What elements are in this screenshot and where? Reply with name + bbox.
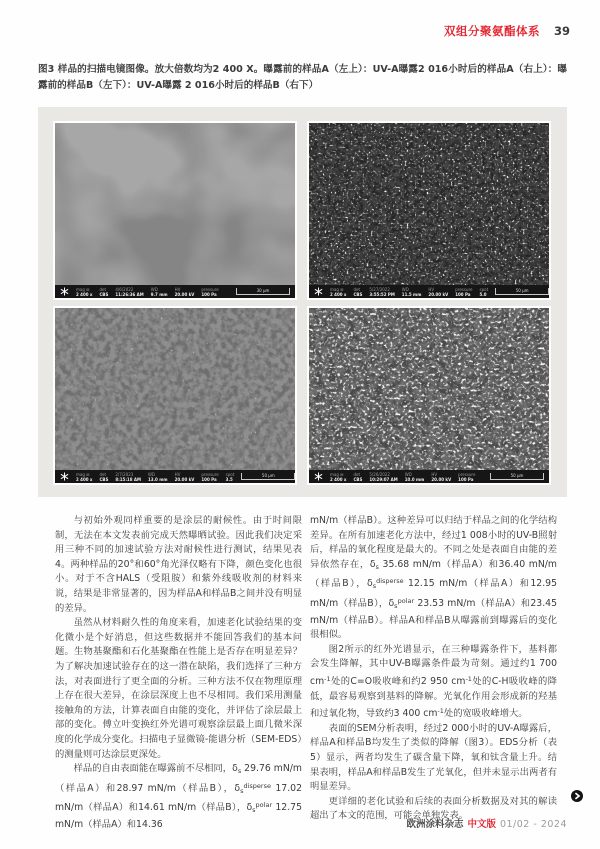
sem-image-bottom-left: [55, 308, 295, 483]
sem-micrograph: [309, 123, 549, 285]
section-title: 双组分聚氨酯体系: [443, 24, 540, 38]
edition-label: 中文版: [467, 819, 496, 830]
sem-info-bar: [309, 470, 549, 483]
paragraph: 图2所示的红外光谱显示，在三种曝露条件下，基料都会发生降解，其中UV-B曝露条件最为苛刻。通过约1 700 $cm^{-1}$处的C=O吸收峰和约2 950 $cm^{-1}$处的C-H吸收峰的降低，最容易观察到基料的降解。光氧化作用会形成新的羟基和过氧化物，导致约3 400 $cm^{-1}$处的宽吸收峰增大。: [310, 643, 558, 720]
paragraph: 表面的SEM分析表明，经过2 000小时的UV-A曝露后，样品A和样品B均发生了类似的降解（图3）。EDS分析（表5）显示，两者均发生了碳含量下降，氧和钛含量上升。结果表明，样品A和样品B发生了光氧化，但并未显示出两者有明显差异。: [310, 722, 557, 793]
sem-meta-field: pressure 100 Pa: [201, 286, 219, 297]
sem-meta-field: mag ⊞ 2 400 x: [76, 286, 93, 297]
sem-meta-field: spot 3.5: [225, 471, 235, 482]
sem-meta-field: pressure 100 Pa: [201, 471, 219, 482]
article-left-column: [55, 514, 302, 832]
scale-bar: 50 μm: [241, 473, 295, 480]
sem-meta-field: spot 5.0: [479, 286, 489, 297]
figure-caption: 图3 样品的扫描电镜图像。放大倍数均为2 400 X。曝露前的样品A（左上）：UV-A曝露2 016小时后的样品A（右上）：曝露前的样品B（左下）：UV-A曝露 2 016小时后的样品B（右下）: [38, 64, 567, 91]
end-of-article-icon: [571, 787, 583, 799]
sem-micrograph: [55, 308, 295, 470]
article-right-column: [310, 514, 557, 824]
sem-micrograph: [309, 308, 549, 470]
sem-image-grid: [55, 123, 549, 483]
paragraph: 与初始外观同样重要的是涂层的耐候性。由于时间限制，无法在本文发表前完成天然曝晒试验。因此我们决定采用三种不同的加速试验方法对耐候性进行测试，结果见表4。两种样品的20°和60°角光泽仅略有下降，颜色变化也很小。对于不含HALS（受阻胺）和紫外线吸收剂的材料来说，结果是非常显著的，因为样品A和样品B之间并没有明显的差异。: [55, 515, 302, 614]
figure-panel: [38, 107, 567, 497]
sem-meta-field: HV 20.00 kV: [431, 471, 452, 482]
sem-meta-field: det CBS: [353, 471, 363, 482]
sem-meta-field: 4/6/2022 11:26:36 AM: [115, 286, 144, 297]
scale-bar: 50 μm: [490, 473, 544, 480]
paragraph: mN/m（样品B）。这种差异可以归结于样品之间的化学结构差异。在所有加速老化方法中，经过1 008小时的UV-B照射后，样品的氧化程度是最大的。不同之处是表面自由能的差异依然存在，$\delta_s$ 35.68 mN/m（样品A）和36.40 mN/m（样品B），$\delta_s^{disperse}$ 12.15 mN/m（样品A）和12.95 mN/m（样品B），$\delta_s^{polar}$ 23.53 mN/m（样品A）和23.45 mN/m（样品B）。样品A和样品B从曝露前到曝露后的变化很相似。: [310, 515, 557, 641]
sem-meta-field: 2/7/2023 8:15:18 AM: [115, 471, 141, 482]
scale-bar: 30 μm: [236, 288, 290, 295]
sem-info-bar: [309, 285, 549, 298]
sem-micrograph: [55, 123, 295, 285]
sem-meta-field: WD 11.5 mm: [401, 286, 422, 297]
sem-meta-field: 5/26/2022 10:29:07 AM: [369, 471, 398, 482]
sem-meta-field: pressure 100 Pa: [455, 286, 473, 297]
page-footer: [406, 816, 567, 830]
sem-meta-field: HV 20.00 kV: [174, 286, 195, 297]
sem-meta-field: mag ⊞ 2 400 x: [76, 471, 93, 482]
sem-info-bar: [55, 285, 295, 298]
sem-meta-field: mag ⊞ 2 400 x: [330, 286, 347, 297]
sem-meta-field: det CBS: [99, 471, 109, 482]
sem-meta-field: 5/27/2022 3:55:52 PM: [369, 286, 395, 297]
paragraph: 样品的自由表面能在曝露前不尽相同，$\delta_s$ 29.76 mN/m（样品A）和28.97 mN/m（样品B），$\delta_s^{disperse}$ 17.02 mN/m（样品A）和14.61 mN/m（样品B），$\delta_s^{polar}$ 12.75 mN/m（样品A）和14.36: [55, 763, 303, 830]
sem-meta-field: HV 20.00 kV: [428, 286, 449, 297]
issue-label: 01/02 - 2024: [499, 819, 567, 830]
microscope-logo-icon: [60, 472, 69, 481]
sem-meta-field: det CBS: [353, 286, 363, 297]
microscope-logo-icon: [314, 287, 323, 296]
page-header: [444, 23, 570, 39]
sem-meta-field: WD 13.0 mm: [147, 471, 168, 482]
sem-meta-field: det CBS: [99, 286, 109, 297]
sem-meta-field: WD 10.0 mm: [404, 471, 425, 482]
sem-info-bar: [55, 470, 295, 483]
sem-image-top-left: [55, 123, 295, 298]
paragraph: 虽然从材料耐久性的角度来看，加速老化试验结果的变化微小是个好消息，但这些数据并不能回答我们的基本问题。生物基聚酯和石化基聚酯在性能上是否存在明显差异？为了解决加速试验存在的这一潜在缺陷，我们选择了三种方法，对表面进行了更全面的分析。三种方法不仅在物理原理上存在很大差异，在涂层深度上也不尽相同。我们采用测量接触角的方法，计算表面自由能的变化，并评估了涂层最上部的变化。傅立叶变换红外光谱可观察涂层最上面几微米深度的化学成分变化。扫描电子显微镜-能谱分析（SEM-EDS）的测量则可达涂层更深处。: [55, 617, 302, 760]
sem-meta-field: HV 20.00 kV: [174, 471, 195, 482]
sem-image-top-right: [309, 123, 549, 298]
page-number: 39: [553, 24, 570, 38]
microscope-logo-icon: [314, 472, 323, 481]
sem-meta-field: WD 9.7 mm: [150, 286, 168, 297]
microscope-logo-icon: [60, 287, 69, 296]
paragraph: 更详细的老化试验和后续的表面分析数据及对其的解读超出了本文的范围，可能会单独发表。: [310, 795, 557, 822]
journal-name: 欧洲涂料杂志: [406, 819, 464, 830]
sem-meta-field: mag ⊞ 2 400 x: [330, 471, 347, 482]
sem-image-bottom-right: [309, 308, 549, 483]
scale-bar: 50 μm: [495, 288, 549, 295]
sem-meta-field: pressure 100 Pa: [458, 471, 476, 482]
